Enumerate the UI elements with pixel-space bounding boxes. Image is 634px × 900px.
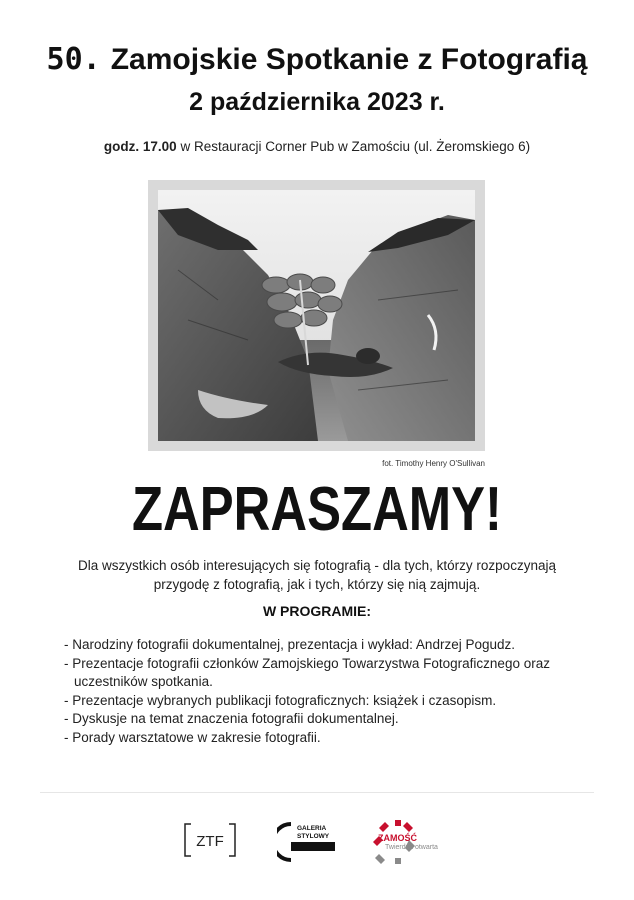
trench-photo-illustration xyxy=(158,190,475,441)
ztf-logo xyxy=(183,822,237,858)
galeria-line-1: GALERIA xyxy=(297,825,327,832)
event-number: 50. xyxy=(46,42,101,77)
galeria-line-2: STYLOWY xyxy=(297,833,330,840)
program-item: - Prezentacje wybranych publikacji fotograficznych: książek i czasopism. xyxy=(64,692,497,708)
zamosc-tagline: Twierdza otwarta xyxy=(385,844,438,851)
program-list xyxy=(64,636,584,747)
venue-line xyxy=(0,139,634,154)
program-item: - Porady warsztatowe w zakresie fotografii. xyxy=(64,729,321,745)
event-date: 2 października 2023 r. xyxy=(189,88,445,116)
event-title xyxy=(0,42,634,77)
photo-credit: fot. Timothy Henry O'Sullivan xyxy=(382,459,485,468)
zamosc-logo xyxy=(369,818,451,864)
program-item: - Dyskusje na temat znaczenia fotografii dokumentalnej. xyxy=(64,711,399,726)
footer-divider xyxy=(40,792,594,793)
program-item: - Prezentacje fotografii członków Zamojskiego Towarzystwa Fotograficznego oraz uczestników spotkania. xyxy=(64,655,550,689)
intro-text xyxy=(60,556,574,594)
historic-photo xyxy=(148,180,485,451)
zamosc-name: ZAMOŚĆ xyxy=(378,833,417,843)
headline: ZAPRASZAMY! xyxy=(132,475,502,544)
event-time: godz. 17.00 xyxy=(103,139,177,154)
ztf-logo-text: ZTF xyxy=(196,833,224,850)
program-item: - Narodziny fotografii dokumentalnej, prezentacja i wykład: Andrzej Pogudz. xyxy=(64,637,515,652)
program-heading: W PROGRAMIE: xyxy=(262,603,372,619)
intro-line-1: Dla wszystkich osób interesujących się fotografią - dla tych, którzy rozpoczynają xyxy=(78,558,556,573)
event-title-text: Zamojskie Spotkanie z Fotografią xyxy=(110,43,588,76)
venue-text: w Restauracji Corner Pub w Zamościu (ul. Żeromskiego 6) xyxy=(176,139,531,154)
intro-line-2: przygodę z fotografią, jak i tych, którzy się nią zajmują. xyxy=(153,577,481,592)
galeria-stylowy-logo xyxy=(277,820,335,864)
